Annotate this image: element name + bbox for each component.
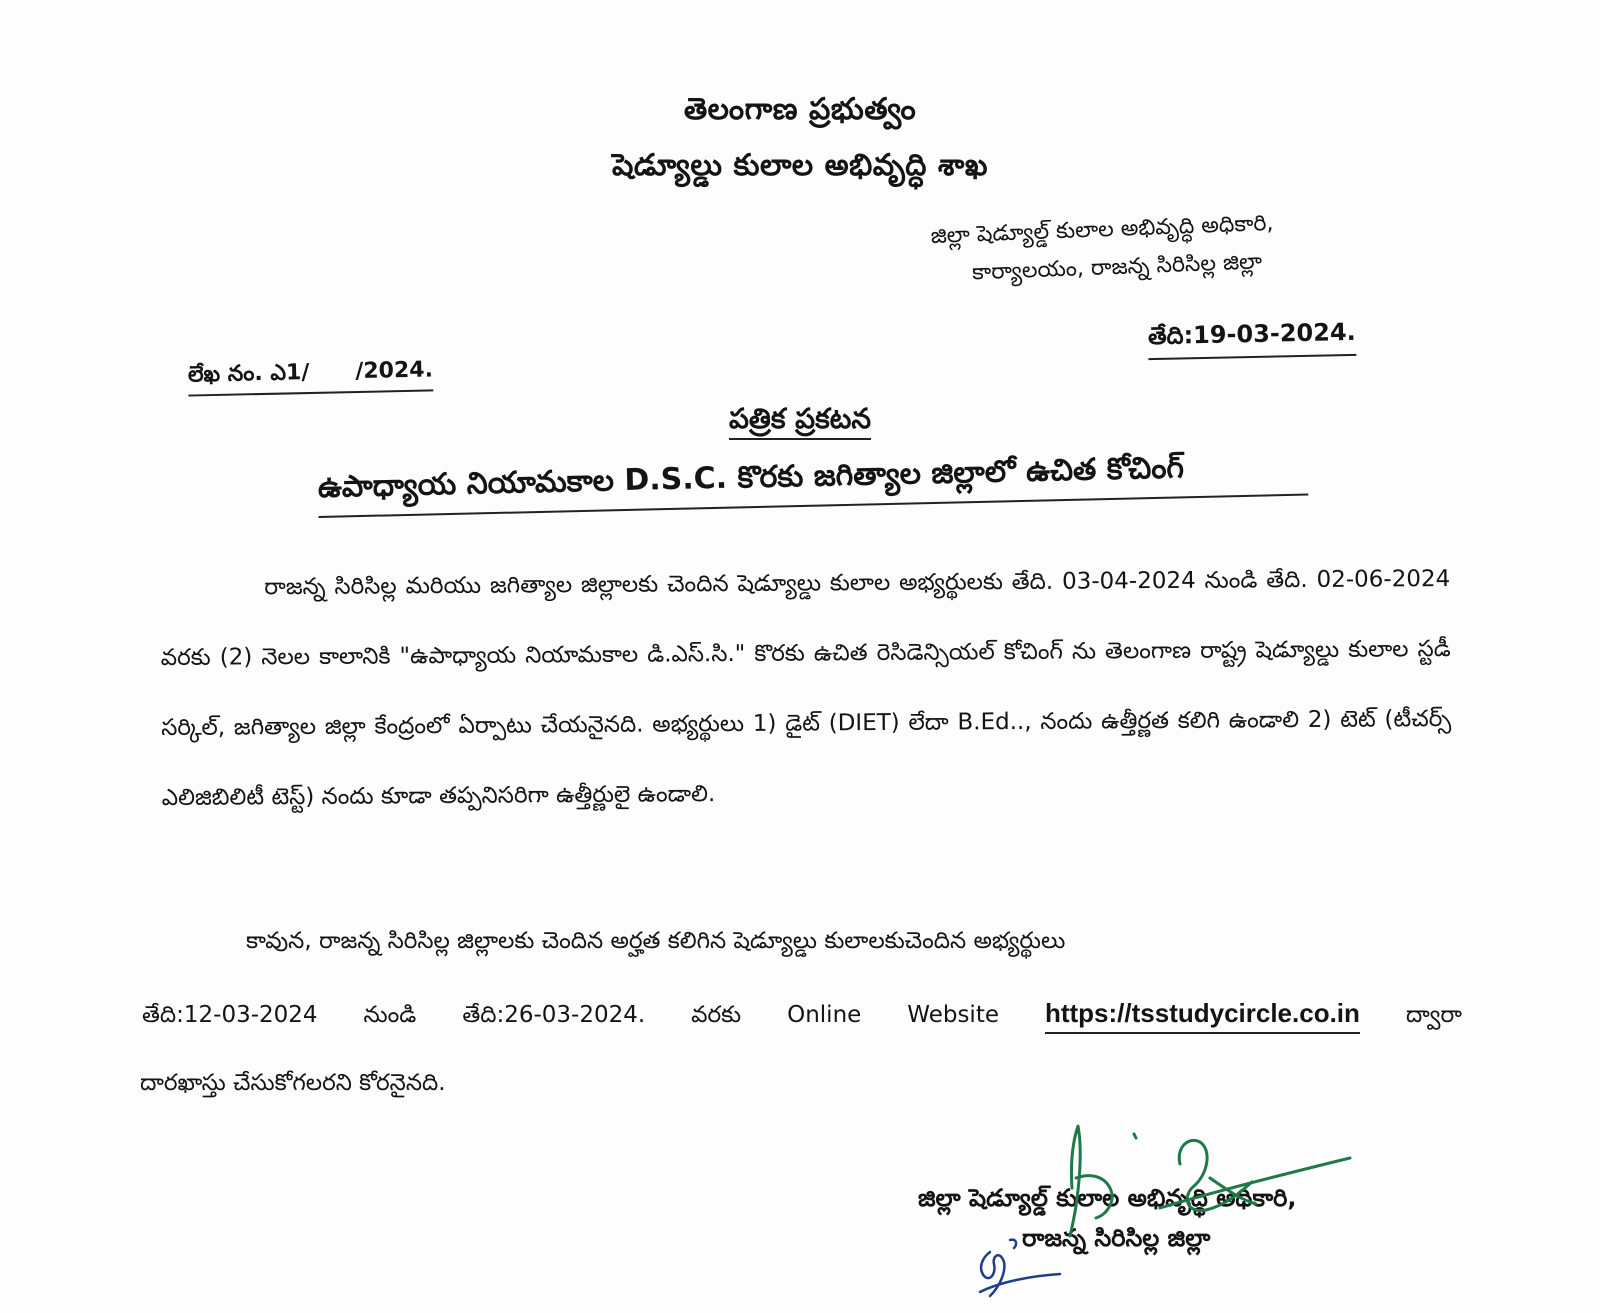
government-title: తెలంగాణ ప్రభుత్వం: [683, 92, 917, 127]
handwritten-initials: [960, 1232, 1070, 1313]
word-from: నుండి: [363, 1002, 417, 1028]
body-paragraph-1: [160, 544, 1452, 833]
start-date: తేది:12-03-2024: [142, 1002, 318, 1028]
signatory-district: రాజన్న సిరిసిల్ల జిల్లా: [1022, 1224, 1211, 1252]
paragraph-indent: [160, 594, 264, 595]
word-through: ద్వారా: [1405, 1002, 1462, 1028]
letter-number: లేఖ నం. ఎ1/ /2024.: [188, 357, 434, 396]
department-title: షెడ్యూల్డు కులాల అభివృద్ధి శాఖ: [612, 148, 988, 183]
handwritten-signature: [1030, 1118, 1370, 1268]
website-link[interactable]: https://tsstudycircle.co.in: [1045, 998, 1360, 1034]
press-release-heading: [0, 402, 1600, 442]
office-line-1: జిల్లా షెడ్యూల్డ్ కులాల అభివృద్ధి అధికారి,: [930, 210, 1274, 249]
body-paragraph-2-line-2: [142, 998, 1462, 1034]
body-paragraph-1-text: రాజన్న సిరిసిల్ల మరియు జగిత్యాల జిల్లాలకు చెందిన షెడ్యూల్డు కులాల అభ్యర్థులకు తేది. 03-04-2024 నుండి తేది. 02-06-2024 వరకు (2) నెలల కాలానికి "ఉపాధ్యాయ నియామకాల డి.ఎస్.సి." కొరకు ఉచిత రెసిడెన్సియల్ కోచింగ్ ను తెలంగాణ రాష్ట్ర షెడ్యూల్డు కులాల స్టడీ సర్కిల్, జగిత్యాల జిల్లా కేంద్రంలో ఏర్పాటు చేయనైనది. అభ్యర్థులు 1) డైట్ (DIET) లేదా B.Ed.., నందు ఉత్తీర్ణత కలిగి ఉండాలి 2) టెట్ (టీచర్స్ ఎలిజిబిలిటీ టెస్ట్) నందు కూడా తప్పనిసరిగా ఉత్తీర్ణులై ఉండాలి.: [160, 565, 1452, 811]
word-website: Website: [907, 1002, 999, 1028]
end-date: తేది:26-03-2024.: [462, 1002, 646, 1028]
press-release-heading-text: పత్రిక ప్రకటన: [729, 402, 871, 440]
word-until: వరకు: [691, 1002, 742, 1028]
body-paragraph-2-line-1: కావున, రాజన్న సిరిసిల్ల జిల్లాలకు చెందిన అర్హత కలిగిన షెడ్యూల్డు కులాలకుచెందిన అభ్యర్థులు: [246, 928, 1066, 954]
word-online: Online: [787, 1002, 862, 1028]
signatory-designation: జిల్లా షెడ్యూల్డ్ కులాల అభివృద్ధి అధికారి,: [918, 1184, 1297, 1212]
office-address: [930, 200, 1403, 294]
document-date: తేది:19-03-2024.: [1148, 318, 1357, 360]
subject-line: ఉపాధ్యాయ నియామకాల D.S.C. కొరకు జగిత్యాల జిల్లాలో ఉచిత కోచింగ్: [317, 448, 1308, 518]
body-paragraph-2-line-3: దారఖాస్తు చేసుకోగలరని కోరనైనది.: [140, 1070, 446, 1096]
office-line-2: కార్యాలయం, రాజన్న సిరిసిల్ల జిల్లా: [971, 249, 1263, 286]
